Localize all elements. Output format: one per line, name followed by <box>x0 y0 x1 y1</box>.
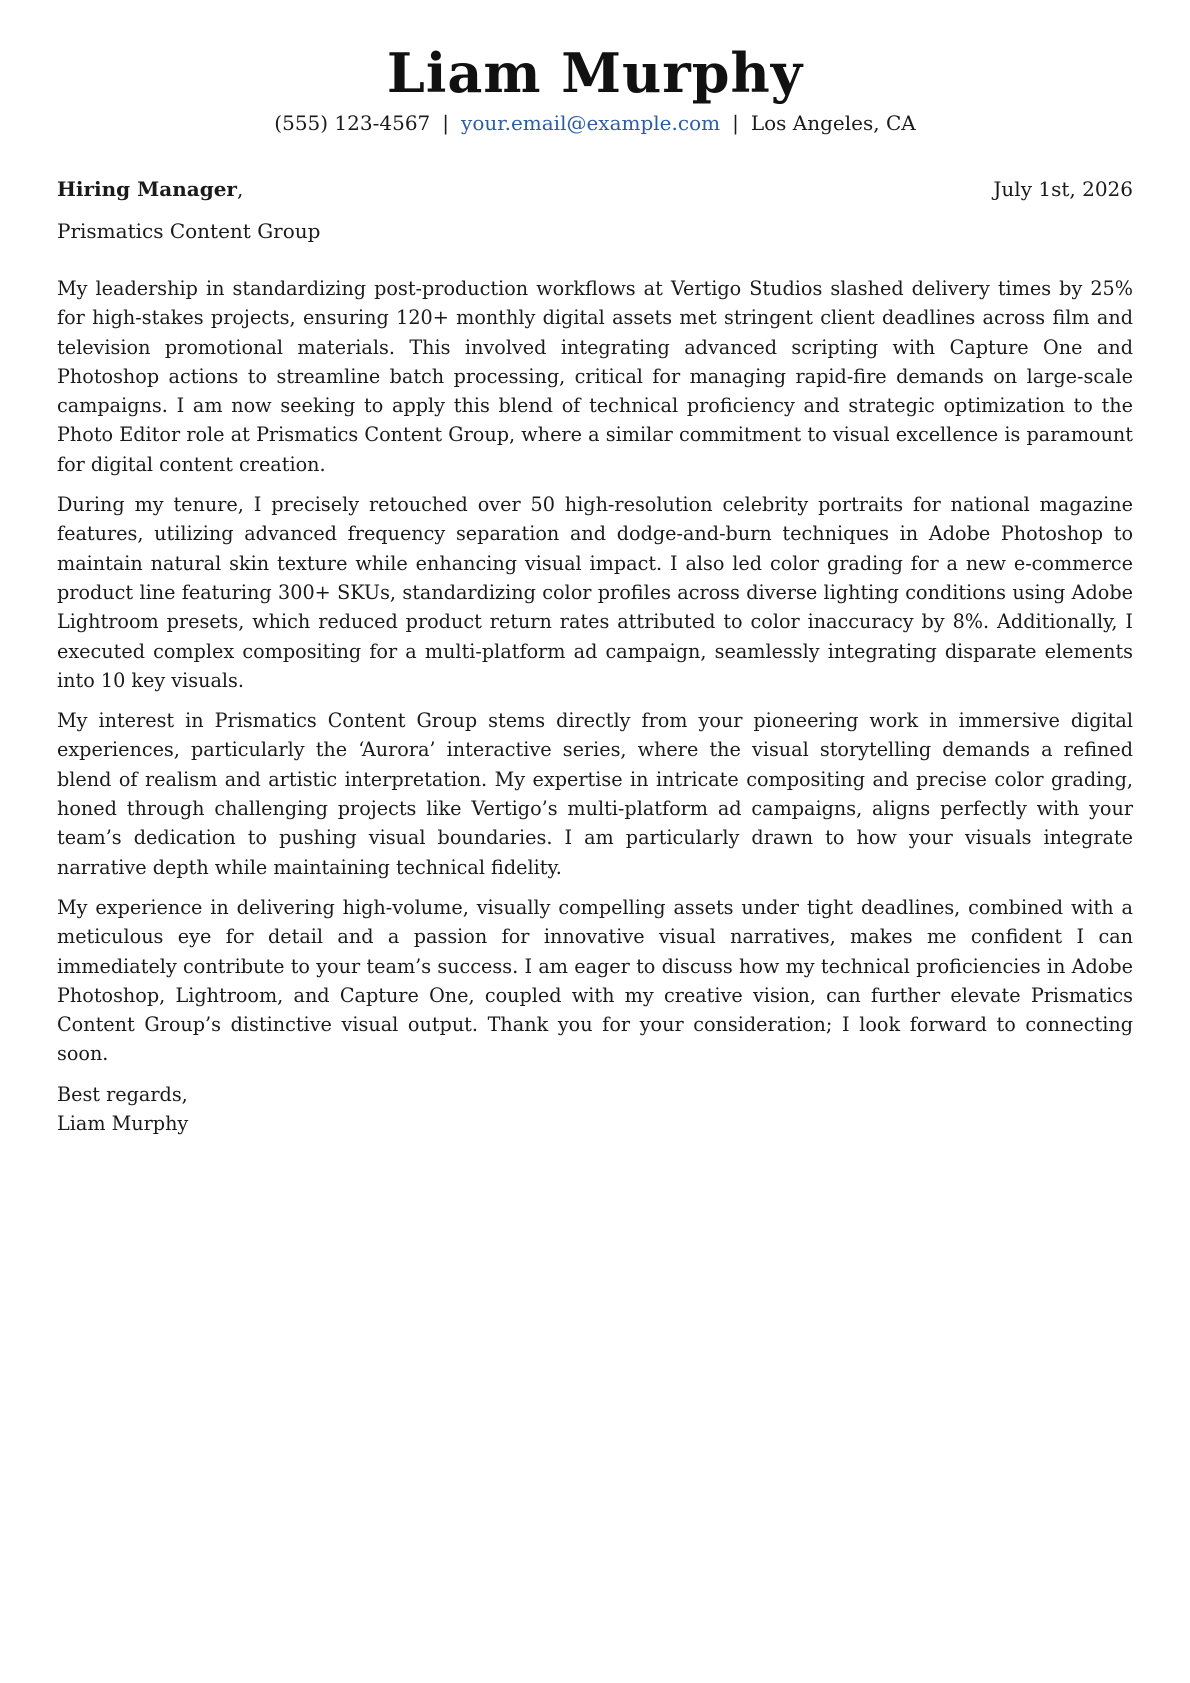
contact-separator: | <box>442 111 450 135</box>
recipient-greeting <box>57 176 243 202</box>
closing-signature: Liam Murphy <box>57 1112 189 1136</box>
recipient-name-suffix: , <box>236 177 244 201</box>
contact-line <box>57 110 1133 136</box>
letter-date: July 1st, 2026 <box>993 177 1133 201</box>
letter-header <box>57 0 1133 136</box>
location: Los Angeles, CA <box>750 111 916 135</box>
recipient-company: Prismatics Content Group <box>57 219 321 243</box>
phone-number: (555) 123-4567 <box>274 111 431 135</box>
body-paragraph: My experience in delivering high-volume, visually compelling assets under tight deadlines, combined with a meticulous eye for detail and a passion for innovative visual narratives, makes me confident I can immediately contribute to your team’s success. I am eager to discuss how my technical proficiencies in Adobe Photoshop, Lightroom, and Capture One, coupled with my creative vision, can further elevate Prismatics Content Group’s distinctive visual output. Thank you for your consideration; I look forward to connecting soon. <box>57 895 1133 1066</box>
recipient-row <box>57 176 1133 202</box>
body-paragraph: My interest in Prismatics Content Group stems directly from your pioneering work in immersive digital experiences, particularly the ‘Aurora’ interactive series, where the visual storytelling demands a refined blend of realism and artistic interpretation. My expertise in intricate compositing and precise color grading, honed through challenging projects like Vertigo’s multi-platform ad campaigns, aligns perfectly with your team’s dedication to pushing visual boundaries. I am particularly drawn to how your visuals integrate narrative depth while maintaining technical fidelity. <box>57 709 1133 879</box>
body-paragraph: My leadership in standardizing post-production workflows at Vertigo Studios slashed delivery times by 25% for high-stakes projects, ensuring 120+ monthly digital assets met stringent client deadlines across film and television promotional materials. This involved integrating advanced scripting with Capture One and Photoshop actions to streamline batch processing, critical for managing rapid-fire demands on large-scale campaigns. I am now seeking to apply this blend of technical proficiency and strategic optimization to the Photo Editor role at Prismatics Content Group, where a similar commitment to visual excellence is paramount for digital content creation. <box>57 277 1133 476</box>
contact-separator: | <box>732 111 739 135</box>
body-paragraph: During my tenure, I precisely retouched over 50 high-resolution celebrity portraits for national magazine features, utilizing advanced frequency separation and dodge-and-burn techniques in Adobe Photoshop to maintain natural skin texture while enhancing visual impact. I also led color grading for a new e-commerce product line featuring 300+ SKUs, standardizing color profiles across diverse lighting conditions using Adobe Lightroom presets, which reduced product return rates attributed to color inaccuracy by 8%. Additionally, I executed complex compositing for a multi-platform ad campaign, seamlessly integrating disparate elements into 10 key visuals. <box>57 493 1133 692</box>
email-link[interactable]: your.email@example.com <box>461 111 721 135</box>
letter-body <box>57 274 1133 1069</box>
recipient-name: Hiring Manager <box>57 177 237 201</box>
letter-closing <box>57 1080 1133 1139</box>
applicant-name: Liam Murphy <box>386 41 804 105</box>
closing-salutation: Best regards, <box>57 1082 188 1106</box>
